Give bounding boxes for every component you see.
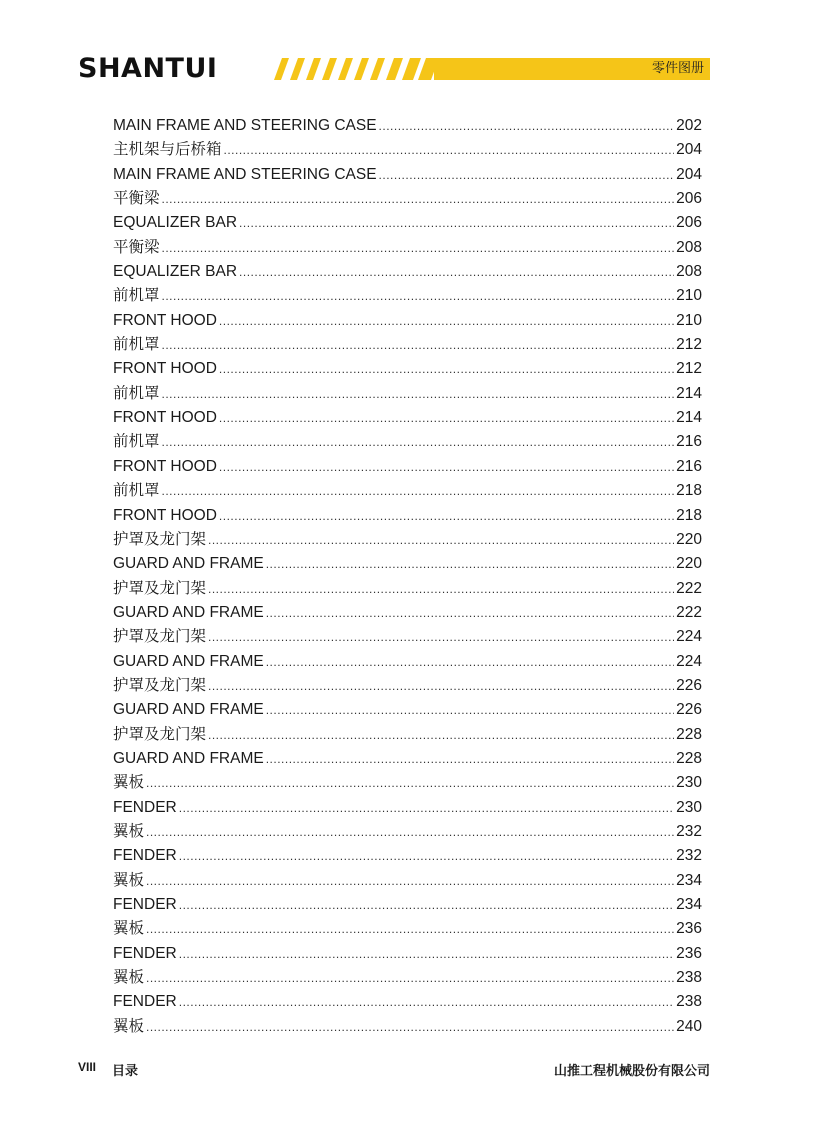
toc-entry-title: FRONT HOOD xyxy=(113,409,217,427)
toc-entry-title: FRONT HOOD xyxy=(113,360,217,378)
toc-entry[interactable] xyxy=(113,942,702,966)
toc-entry[interactable] xyxy=(113,382,702,406)
toc-entry-page: 210 xyxy=(676,311,702,329)
toc-entry-title: 翼板 xyxy=(113,1017,145,1035)
toc-entry-title: 翼板 xyxy=(113,969,145,987)
toc-leader-dots xyxy=(219,504,674,528)
toc-entry-title: 前机罩 xyxy=(113,482,160,500)
toc-entry-page: 238 xyxy=(676,993,702,1011)
toc-entry[interactable] xyxy=(113,333,702,357)
section-name: 目录 xyxy=(112,1064,139,1079)
toc-entry-page: 238 xyxy=(676,969,702,987)
toc-entry-title: 护罩及龙门架 xyxy=(113,530,207,548)
toc-entry-page: 206 xyxy=(676,214,702,232)
toc-entry-page: 226 xyxy=(676,676,702,694)
toc-entry[interactable] xyxy=(113,917,702,941)
toc-entry[interactable] xyxy=(113,747,702,771)
toc-entry[interactable] xyxy=(113,284,702,308)
toc-leader-dots xyxy=(379,163,675,187)
toc-entry-title: 平衡梁 xyxy=(113,238,160,256)
toc-leader-dots xyxy=(266,698,674,722)
toc-entry[interactable] xyxy=(113,844,702,868)
toc-entry-title: 平衡梁 xyxy=(113,190,160,208)
toc-entry-page: 228 xyxy=(676,749,702,767)
toc-leader-dots xyxy=(208,577,674,601)
toc-entry-page: 236 xyxy=(676,920,702,938)
header-title: 零件图册 xyxy=(651,61,704,76)
page-header xyxy=(78,54,710,84)
table-of-contents xyxy=(113,114,702,1039)
toc-leader-dots xyxy=(179,893,674,917)
toc-entry-page: 226 xyxy=(676,701,702,719)
toc-leader-dots xyxy=(208,723,674,747)
toc-entry-title: 前机罩 xyxy=(113,384,160,402)
toc-entry[interactable] xyxy=(113,771,702,795)
toc-entry-title: FRONT HOOD xyxy=(113,457,217,475)
toc-entry-page: 210 xyxy=(676,287,702,305)
toc-entry[interactable] xyxy=(113,357,702,381)
toc-entry-page: 208 xyxy=(676,238,702,256)
toc-entry-page: 208 xyxy=(676,263,702,281)
toc-leader-dots xyxy=(266,747,674,771)
toc-entry-title: 护罩及龙门架 xyxy=(113,725,207,743)
toc-entry-page: 216 xyxy=(676,433,702,451)
toc-entry-title: GUARD AND FRAME xyxy=(113,701,264,719)
toc-entry[interactable] xyxy=(113,674,702,698)
toc-entry-title: EQUALIZER BAR xyxy=(113,263,238,281)
toc-entry[interactable] xyxy=(113,698,702,722)
toc-entry-page: 204 xyxy=(676,141,702,159)
toc-entry[interactable] xyxy=(113,455,702,479)
toc-entry-title: 前机罩 xyxy=(113,336,160,354)
toc-entry-title: MAIN FRAME AND STEERING CASE xyxy=(113,117,377,134)
toc-leader-dots xyxy=(266,552,674,576)
toc-entry[interactable] xyxy=(113,723,702,747)
toc-entry[interactable] xyxy=(113,504,702,528)
toc-entry-title: EQUALIZER BAR xyxy=(113,214,238,232)
toc-entry[interactable] xyxy=(113,260,702,284)
toc-entry[interactable] xyxy=(113,163,702,187)
toc-leader-dots xyxy=(162,479,675,503)
toc-leader-dots xyxy=(146,820,674,844)
page-number: VIII xyxy=(78,1060,97,1074)
toc-entry-page: 232 xyxy=(676,822,702,840)
toc-entry-title: 护罩及龙门架 xyxy=(113,628,207,646)
toc-entry-page: 214 xyxy=(676,384,702,402)
toc-entry[interactable] xyxy=(113,114,702,138)
toc-entry-title: 前机罩 xyxy=(113,433,160,451)
toc-entry-page: 218 xyxy=(676,482,702,500)
toc-entry[interactable] xyxy=(113,479,702,503)
toc-entry[interactable] xyxy=(113,138,702,162)
toc-entry[interactable] xyxy=(113,552,702,576)
toc-entry[interactable] xyxy=(113,187,702,211)
toc-entry-page: 228 xyxy=(676,725,702,743)
toc-entry[interactable] xyxy=(113,406,702,430)
toc-entry[interactable] xyxy=(113,309,702,333)
toc-leader-dots xyxy=(219,455,674,479)
toc-entry-page: 224 xyxy=(676,628,702,646)
toc-entry-page: 212 xyxy=(676,360,702,378)
toc-leader-dots xyxy=(239,260,674,284)
toc-entry-page: 202 xyxy=(676,117,702,134)
toc-leader-dots xyxy=(146,966,674,990)
toc-entry[interactable] xyxy=(113,601,702,625)
toc-entry[interactable] xyxy=(113,820,702,844)
toc-leader-dots xyxy=(239,211,674,235)
toc-entry-title: GUARD AND FRAME xyxy=(113,603,264,621)
toc-entry[interactable] xyxy=(113,236,702,260)
company-name: 山推工程机械股份有限公司 xyxy=(553,1064,710,1079)
toc-entry[interactable] xyxy=(113,990,702,1014)
toc-leader-dots xyxy=(266,650,674,674)
toc-leader-dots xyxy=(162,284,675,308)
toc-entry-title: FENDER xyxy=(113,993,177,1011)
toc-entry-page: 216 xyxy=(676,457,702,475)
toc-entry-page: 240 xyxy=(676,1017,702,1035)
toc-entry-title: FENDER xyxy=(113,847,177,865)
toc-leader-dots xyxy=(146,869,674,893)
toc-leader-dots xyxy=(179,942,674,966)
toc-leader-dots xyxy=(208,528,674,552)
toc-leader-dots xyxy=(162,236,675,260)
toc-leader-dots xyxy=(162,187,675,211)
toc-entry-page: 230 xyxy=(676,774,702,792)
toc-entry-page: 220 xyxy=(676,555,702,573)
toc-entry[interactable] xyxy=(113,528,702,552)
toc-leader-dots xyxy=(379,114,675,138)
brand-logo: SHANTUI xyxy=(78,53,218,84)
toc-entry-title: 翼板 xyxy=(113,822,145,840)
toc-entry-title: FRONT HOOD xyxy=(113,506,217,524)
toc-leader-dots xyxy=(266,601,674,625)
toc-entry-page: 222 xyxy=(676,603,702,621)
toc-entry-title: GUARD AND FRAME xyxy=(113,749,264,767)
toc-entry-title: MAIN FRAME AND STEERING CASE xyxy=(113,165,377,183)
toc-leader-dots xyxy=(162,382,675,406)
toc-entry-page: 218 xyxy=(676,506,702,524)
toc-entry[interactable] xyxy=(113,577,702,601)
toc-leader-dots xyxy=(208,625,674,649)
toc-entry-page: 212 xyxy=(676,336,702,354)
toc-entry-title: FENDER xyxy=(113,798,177,816)
toc-entry-page: 214 xyxy=(676,409,702,427)
toc-leader-dots xyxy=(219,406,674,430)
toc-leader-dots xyxy=(179,990,674,1014)
toc-leader-dots xyxy=(146,917,674,941)
toc-entry-title: FENDER xyxy=(113,896,177,913)
toc-entry-page: 206 xyxy=(676,190,702,208)
toc-entry[interactable] xyxy=(113,893,702,917)
toc-leader-dots xyxy=(219,309,674,333)
toc-leader-dots xyxy=(146,1015,674,1039)
toc-entry-page: 230 xyxy=(676,798,702,816)
toc-entry-page: 236 xyxy=(676,944,702,962)
toc-leader-dots xyxy=(224,138,675,162)
toc-entry-title: 前机罩 xyxy=(113,287,160,305)
toc-entry[interactable] xyxy=(113,869,702,893)
toc-entry-page: 222 xyxy=(676,579,702,597)
toc-entry-page: 234 xyxy=(676,871,702,889)
toc-entry-title: 护罩及龙门架 xyxy=(113,676,207,694)
toc-entry[interactable] xyxy=(113,966,702,990)
header-title-bar xyxy=(434,58,710,80)
page-footer xyxy=(78,1060,710,1080)
toc-entry-title: GUARD AND FRAME xyxy=(113,652,264,670)
toc-entry-page: 220 xyxy=(676,530,702,548)
toc-leader-dots xyxy=(146,771,674,795)
toc-entry[interactable] xyxy=(113,650,702,674)
toc-entry[interactable] xyxy=(113,430,702,454)
toc-entry-page: 224 xyxy=(676,652,702,670)
toc-leader-dots xyxy=(162,430,675,454)
toc-entry-page: 204 xyxy=(676,165,702,183)
toc-entry[interactable] xyxy=(113,796,702,820)
toc-leader-dots xyxy=(179,844,674,868)
toc-leader-dots xyxy=(179,796,674,820)
toc-entry-title: GUARD AND FRAME xyxy=(113,555,264,573)
toc-entry[interactable] xyxy=(113,625,702,649)
toc-entry-page: 232 xyxy=(676,847,702,865)
toc-leader-dots xyxy=(162,333,675,357)
toc-entry-title: 护罩及龙门架 xyxy=(113,579,207,597)
toc-entry-title: FRONT HOOD xyxy=(113,311,217,329)
toc-entry-title: 翼板 xyxy=(113,920,145,938)
toc-leader-dots xyxy=(219,357,674,381)
toc-entry-page: 234 xyxy=(676,896,702,913)
toc-entry[interactable] xyxy=(113,1015,702,1039)
toc-entry-title: 翼板 xyxy=(113,774,145,792)
toc-leader-dots xyxy=(208,674,674,698)
toc-entry-title: FENDER xyxy=(113,944,177,962)
toc-entry[interactable] xyxy=(113,211,702,235)
toc-entry-title: 主机架与后桥箱 xyxy=(113,141,222,159)
toc-entry-title: 翼板 xyxy=(113,871,145,889)
